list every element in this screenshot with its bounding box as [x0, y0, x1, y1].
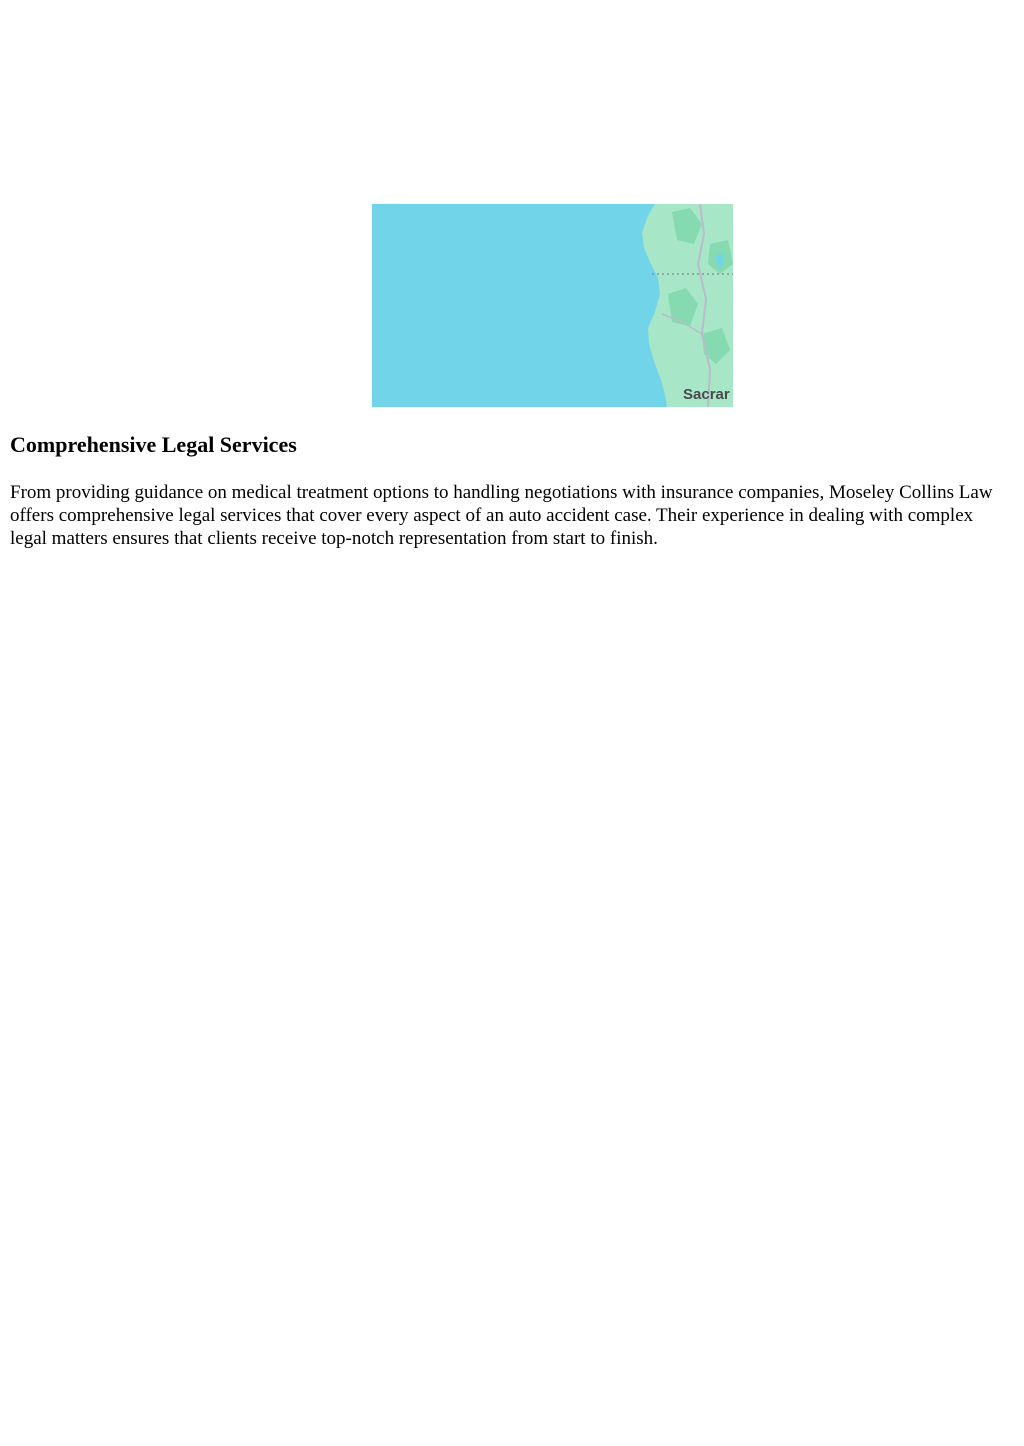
- map-city-label: Sacrar: [683, 386, 730, 403]
- section-body: From providing guidance on medical treatment options to handling negotiations with insurance companies, Moseley Collins Law offers comprehensive legal services that cover every aspect of an auto accident case. Their experience in dealing with complex legal matters ensures that clients receive top-notch representation from start to finish.: [10, 482, 993, 549]
- section-title: Comprehensive Legal Services: [10, 432, 297, 457]
- legal-services-section: [10, 430, 1010, 550]
- map-embed[interactable]: [372, 204, 733, 407]
- map-embed-icon: [372, 204, 733, 407]
